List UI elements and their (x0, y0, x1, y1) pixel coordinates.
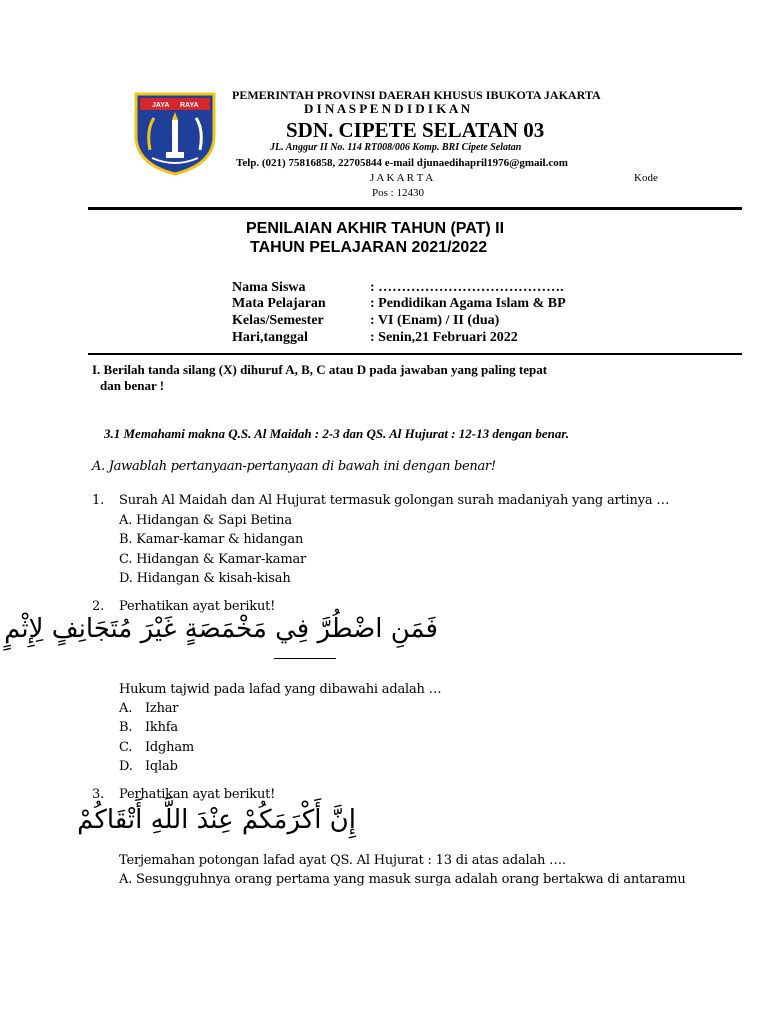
question-2-option-d-letter: D. (119, 759, 133, 774)
question-2-option-b-letter: B. (119, 720, 133, 735)
gov-heading: PEMERINTAH PROVINSI DAERAH KHUSUS IBUKOTA JAKARTA (232, 88, 601, 102)
question-2-option-a-text: Izhar (145, 701, 179, 716)
instruction-line-2: dan benar ! (100, 378, 165, 393)
info-value-class: : VI (Enam) / II (dua) (370, 313, 500, 328)
question-2-number: 2. (92, 599, 105, 614)
question-1-option-a: A. Hidangan & Sapi Betina (119, 513, 292, 528)
info-value-name: : …………………………………. (370, 280, 564, 295)
school-name: SDN. CIPETE SELATAN 03 (286, 118, 545, 142)
competency-heading: 3.1 Memahami makna Q.S. Al Maidah : 2-3 dan QS. Al Hujurat : 12-13 dengan benar. (104, 426, 569, 441)
info-value-date: : Senin,21 Februari 2022 (370, 330, 518, 345)
logo-banner-left: JAYA (152, 102, 170, 109)
question-2-arabic-verse: فَمَنِ اضْطُرَّ فِي مَخْمَصَةٍ غَيْرَ مُتَجَانِفٍ لِإِثْمٍ (4, 614, 438, 644)
school-address: JL. Anggur II No. 114 RT008/006 Komp. BRI Cipete Selatan (270, 142, 522, 153)
question-2-option-c-letter: C. (119, 740, 133, 755)
question-3-option-a: A. Sesungguhnya orang pertama yang masuk surga adalah orang bertakwa di antaramu (119, 872, 686, 887)
question-2-option-c-text: Idgham (145, 740, 195, 755)
info-label-subject: Mata Pelajaran (232, 296, 326, 311)
question-1-option-d: D. Hidangan & kisah-kisah (119, 571, 291, 586)
question-2-prompt: Hukum tajwid pada lafad yang dibawahi adalah … (119, 682, 442, 697)
question-2-underline (274, 658, 336, 659)
info-label-date: Hari,tanggal (232, 330, 308, 345)
question-3-arabic-verse: إِنَّ أَكْرَمَكُمْ عِنْدَ اللَّهِ أَتْقَاكُمْ (77, 805, 356, 835)
info-value-subject: : Pendidikan Agama Islam & BP (370, 296, 566, 311)
question-2-text: Perhatikan ayat berikut! (119, 599, 276, 614)
department-heading: D I N A S P E N D I D I K A N (304, 101, 471, 116)
question-3-prompt: Terjemahan potongan lafad ayat QS. Al Hujurat : 13 di atas adalah …. (119, 853, 566, 868)
header-divider (88, 207, 742, 210)
question-3-number: 3. (92, 787, 105, 802)
info-divider (88, 353, 742, 355)
section-a-heading: A. Jawablah pertanyaan-pertanyaan di bawah ini dengan benar! (92, 459, 496, 474)
question-2-option-a-letter: A. (119, 701, 133, 716)
logo-banner-right: RAYA (180, 102, 199, 109)
question-1-option-b: B. Kamar-kamar & hidangan (119, 532, 304, 547)
exam-year: TAHUN PELAJARAN 2021/2022 (250, 239, 488, 256)
school-logo (132, 90, 218, 176)
info-label-class: Kelas/Semester (232, 313, 324, 328)
instruction-line-1: I. Berilah tanda silang (X) dihuruf A, B, C atau D pada jawaban yang paling tepat (92, 362, 548, 377)
postal-code: Pos : 12430 (372, 187, 424, 199)
question-2-option-b-text: Ikhfa (145, 720, 178, 735)
question-1-text: Surah Al Maidah dan Al Hujurat termasuk golongan surah madaniyah yang artinya … (119, 493, 670, 508)
question-1-number: 1. (92, 493, 105, 508)
school-contact: Telp. (021) 75816858, 22705844 e-mail djunaedihapril1976@gmail.com (236, 157, 568, 169)
question-2-option-d-text: Iqlab (145, 759, 178, 774)
kode-label: Kode (634, 172, 658, 184)
exam-title: PENILAIAN AKHIR TAHUN (PAT) II (246, 220, 505, 237)
question-3-text: Perhatikan ayat berikut! (119, 787, 276, 802)
question-1-option-c: C. Hidangan & Kamar-kamar (119, 552, 307, 567)
info-label-name: Nama Siswa (232, 280, 306, 295)
city-label: J A K A R T A (370, 172, 434, 184)
